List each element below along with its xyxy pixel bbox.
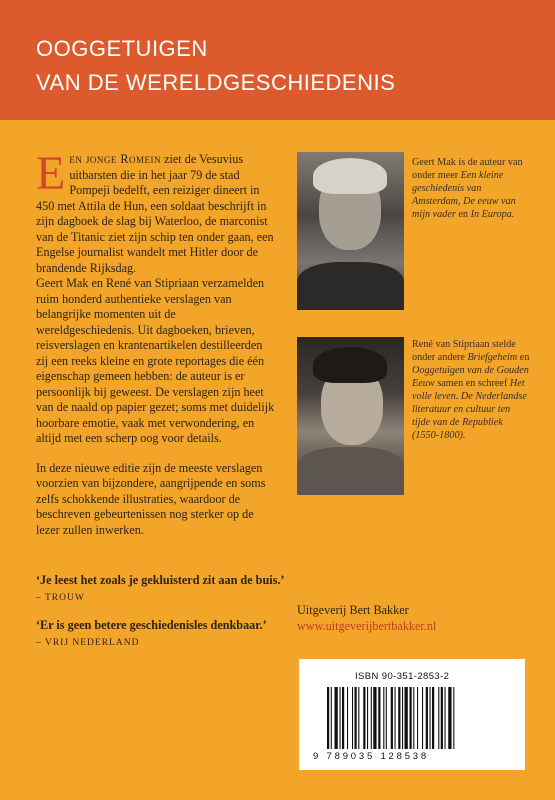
review-quotes [36,573,286,651]
paragraph-2: Geert Mak en René van Stipriaan verzamelden ruim honderd authentieke verslagen van belangrijke momenten uit de wereldgeschiedenis. Uit dagboeken, brieven, reisverslagen en krantenartikelen destilleerden zij een reeks kleine en grote reportages die één eigenschap gemeen hebben: de auteur is er persoonlijk bij geweest. De verslagen zijn heet van de naald op papier gezet; soms met duidelijk hoorbare emotie, vaak met verwondering, en altijd met een scherp oog voor details. [36,276,275,445]
quote-1-source: – TROUW [36,592,85,603]
book-title-line1: OOGGETUIGEN [36,36,208,61]
bio-stip-title-2: Ooggetuigen van de Gouden Eeuw [412,365,529,389]
barcode-panel [299,659,525,770]
intro-text: ziet de Vesuvius uitbarsten die in het jaar 79 de stad Pompeji bedelft, een reiziger dineert in 450 met Attila de Hun, een soldaat beschrijft in zijn dagboek de slag bij Waterloo, de marconist van de Titanic ziet zijn schip ten onder gaan, een Engelse journalist wandelt met Hitler door de brandende Rijksdag. [36,152,274,275]
bio-stip-title-1: Briefgeheim [467,352,518,363]
bio-stip-text-3: samen en schreef [434,378,510,389]
isbn-label: ISBN 90-351-2853-2 [355,671,450,682]
photo-hair [313,347,387,383]
paragraph-3: In deze nieuwe editie zijn de meeste verslagen voorzien van bijzondere, aangrijpende en soms zelfs schokkende illustraties, waardoor de beschreven gebeurtenissen nog sterker op de lezer zullen inwerken. [36,460,266,537]
bio-mak-titles-2: In Europa. [470,209,515,220]
quote-2-source: – VRIJ NEDERLAND [36,637,140,648]
barcode-bars [327,687,497,749]
barcode-digits: 9 789035 128538 [313,751,429,762]
bio-stip-text-1: René van Stipriaan stelde onder andere [412,339,516,363]
photo-shoulders [297,262,404,310]
bio-stip-text-2: en [517,352,530,363]
blurb-column [36,147,276,538]
title-banner [0,0,555,120]
intro-smallcaps: en jonge Romein [69,152,162,166]
quote-1 [36,573,286,606]
bio-mak-titles-1: Een kleine geschiedenis van Amsterdam, De eeuw van mijn vader [412,170,516,220]
bio-stip-title-3: Het volle leven. De Nederlandse literatuur en cultuur ten tijde van de Republiek (1550-1800). [412,378,527,441]
bio-mak-text-1: Geert Mak is de auteur van onder meer [412,157,523,181]
quote-1-text: ‘Je leest het zoals je gekluisterd zit aan de buis.’ [36,573,284,587]
photo-hair [313,158,387,194]
quote-2-text: ‘Er is geen betere geschiedenisles denkbaar.’ [36,618,267,632]
author-photo-rene-van-stipriaan [297,337,404,495]
book-title-line2: VAN DE WERELDGESCHIEDENIS [36,70,396,95]
photo-shoulders [297,447,404,495]
bio-geert-mak [412,156,530,221]
drop-cap: E [36,147,66,200]
publisher-url: www.uitgeverijbertbakker.nl [297,618,437,633]
publisher-block [297,603,436,634]
author-photo-geert-mak [297,152,404,310]
intro-paragraph [36,147,276,275]
publisher-name: Uitgeverij Bert Bakker [297,603,409,617]
bio-mak-text-2: en [455,209,471,220]
bio-rene-van-stipriaan [412,338,530,442]
quote-2 [36,618,286,651]
